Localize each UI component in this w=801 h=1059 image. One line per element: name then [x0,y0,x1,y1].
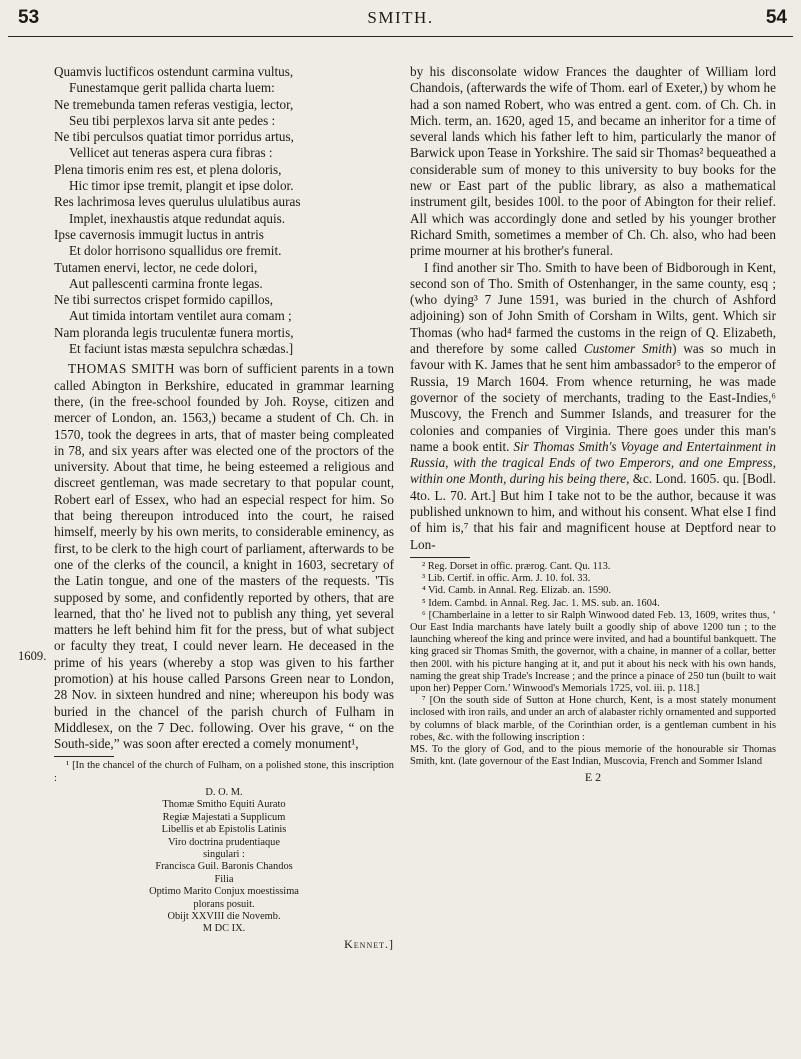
inscription-line: Viro doctrina prudentiaque [168,836,280,848]
footnote-rule [54,756,114,757]
header-rule [8,36,793,37]
inscription-line: Obijt XXVIII die Novemb. [167,910,281,922]
inscription-line: Filia [214,873,234,885]
inscription-line: D. O. M. [205,786,243,798]
poem-line: Funestamque gerit pallida charta luem: [69,80,275,96]
biography-text: was born of sufficient parents in a town called Abington in Berkshire, educated in grammar learning there, (in the free-school founded by Joh. Royse, citizen and mercer of London, an. 1563,) became a student of Ch. Ch. in 1570, took the degrees in arts, that of master being compleated in 78, and six years after was elected one of the proctors of the university. About that time, he being esteemed a religious and discreet gentleman, was made secretary to that popular count, Robert earl of Essex, who had an especial respect for him. So that being thereupon introduced into the court, he raised himself, meerly by his own merits, to considerable eminency, as first, to be clerk to the high court of parliament, afterwards to be one of the clerks of the council, a knight in 1603, secretary of the Latin tongue, and one of the masters of the requests. 'Tis supposed by some, and confidently reported by others, that are learned, that tho' he lived not to publish any thing, yet several matters he left behind him fit for the press, but of what subject or faculty they treat, I could never learn. He deceased in the prime of his years (whereby a stop was given to his farther promotion) at his house called Parsons Green near to London, 28 Nov. in sixteen hundred and nine; whereupon his body was buried in the chancel of the parish church of Fulham in Middlesex, on the 7 Dec. following. Over his grave, “ on the South-side,” was soon after erected a comely monument¹, [54,361,395,752]
poem-line: Et faciunt istas mæsta sepulchra schædas.] [69,341,294,357]
poem-line: Seu tibi perplexos larva sit ante pedes : [69,112,276,128]
text-run: ) was so much in favour with K. James that he sent him ambassador⁵ to the emperor of Russia, 19 March 1604. From whence returning, he was made governor of the society of merchants, trading to the East-Indies,⁶ Muscovy, the French and Summer Islands, and treasurer for the colonies and companies of Virginia. There goes under this man's name a book entit. [410,341,776,454]
poem-line: Et dolor horrisono squallidus ore fremit. [69,243,282,259]
poem-line: Aut pallescenti carmina fronte legas. [69,275,263,291]
poem-line: Ne tremebunda tamen referas vestigia, lector, [54,96,294,112]
footnote-rule [410,557,470,558]
italic-run: Customer Smith [583,341,673,357]
latin-poem [54,64,394,357]
footnote: ⁶ [Chamberlaine in a letter to sir Ralph Winwood dated Feb. 13, 1609, writes thus, ‘ Our East India marchants have lately built a goodly ship of above 1200 tun ; to the launching whereof the king and prince were invited, and had a bountiful bankquett. The king graced sir Thomas Smith, the governor, with a chaine, in manner of a collar, better then 200l. with his picture hanging at it, and put it about his neck with his own hands, naming the great ship Trade's Increase ; and the prince a pinace of 250 tun (built to wait upon her) Pepper Corn.’ Winwood's Memorials 1725, vol. iii. p. 118.] [410,609,776,694]
right-page-number: 54 [765,7,787,28]
inscription-line: Libellis et ab Epistolis Latinis [161,824,287,836]
text-run: &c. Lond. 1605. qu. [Bodl. 4to. L. 70. Art.] But him I take not to be the author, because it was published unknown to him, and without his consent. What else I find of him is,⁷ that his fair and magnificent house at Deptford near to Lon- [410,471,776,552]
poem-line: Ne tibi perculsos quatiat timor porridus artus, [54,129,294,145]
book-title: Sir Thomas Smith's Voyage and Entertainment in Russia, with the tragical Ends of two Emperors, and one Empress, within one Month, during his being there, [410,438,776,487]
text-run: I find another sir Tho. Smith to have been of Bidborough in Kent, second son of Tho. Smith of Ostenhanger, in the same county, esq ; (who dying³ 7 June 1591, was buried in the church of Ashford adjoining) son of John Smith of Corsham in Wilts, gent. Which sir Thomas (who had⁴ farmed the customs in the reign of Q. Elizabeth, and therefore by some called [410,259,776,357]
poem-line: Tutamen enervi, lector, ne cede dolori, [54,259,258,275]
footnote: ⁷ [On the south side of Sutton at Hone church, Kent, is a most stately monument inclosed with iron rails, and under an arch of alabaster richly ornamented and supported by columns of black marble, of the Corinthian order, is a gentleman cumbent in his robes, &c. with the following inscription : [410,695,776,743]
left-column [54,44,394,952]
footnote: MS. To the glory of God, and to the pious memorie of the honourable sir Thomas Smith, knt. (late governour of the East Indian, Muscovia, French and Sommer Island [410,743,776,768]
poem-line: Res lachrimosa leves querulus ululatibus auras [54,194,301,210]
inscription-line: Thomæ Smitho Equiti Aurato [162,799,286,811]
footnote: ² Reg. Dorset in offic. prærog. Cant. Qu. 113. [422,560,611,572]
right-column [410,44,776,786]
editor-signature: Kennet.] [344,936,394,951]
inscription-line: singulari : [203,848,245,860]
poem-line: Quamvis luctificos ostendunt carmina vultus, [54,64,294,79]
poem-line: Ne tibi surrectos crispet formido capillos, [54,292,274,308]
poem-line: Implet, inexhaustis atque redundat aquis. [69,210,286,226]
poem-line: Hic timor ipse tremit, plangit et ipse dolor. [69,178,294,194]
running-title: SMITH. [367,8,434,27]
margin-year: 1609. [18,649,47,663]
inscription-line: plorans posuit. [193,898,255,910]
signature-mark: E 2 [584,770,602,785]
right-paragraph-2 [410,260,776,553]
footnote: ¹ [In the chancel of the church of Fulham, on a polished stone, this inscription : [54,760,394,784]
poem-line: Ipse cavernosis immugit luctus in antris [54,226,264,242]
page-header [0,0,801,44]
poem-line: Plena timoris enim res est, et plena doloris, [54,161,282,177]
poem-line: Aut timida intortam ventilet aura comam ; [69,308,292,324]
poem-line: Nam ploranda legis truculentæ funera mortis, [54,324,294,340]
inscription [54,787,394,936]
biography-paragraph [54,361,394,752]
footnote: ⁴ Vid. Camb. in Annal. Reg. Elizab. an. 1590. [422,585,611,597]
footnote: ⁵ Idem. Cambd. in Annal. Reg. Jac. 1. MS. sub. an. 1604. [422,597,660,609]
right-paragraph-1: by his disconsolate widow Frances the daughter of William lord Chandois, (afterwards the wife of Thom. earl of Exeter,) by whom he had a son named Robert, who was entred a gent. com. of Ch. Ch. in Mich. term, an. 1620, aged 15, and became an inheritor for a time of several lands which his father left to him, particularly the manor of Barwick upon Tease in Yorkshire. The said sir Thomas² bequeathed a considerable sum of money to this university to buy books for the new or East part of the public library, as also a mathematical instrument gilt, besides 100l. to the poor of Abington for their relief. All which was accordingly done and setled by his younger brother Richard Smith, sometimes a member of Ch. Ch. also, who had been prime mourner at his brother's funeral. [410,64,776,259]
poem-line: Vellicet aut teneras aspera cura fibras : [69,145,273,161]
entry-name: THOMAS SMITH [68,361,175,377]
inscription-line: M DC IX. [202,923,246,935]
inscription-line: Francisca Guil. Baronis Chandos [155,861,293,873]
inscription-line: Regiæ Majestati a Supplicum [162,811,286,823]
inscription-line: Optimo Marito Conjux moestissima [149,886,299,898]
footnote: ³ Lib. Certif. in offic. Arm. J. 10. fol. 33. [422,573,591,585]
left-page-number: 53 [18,7,40,28]
